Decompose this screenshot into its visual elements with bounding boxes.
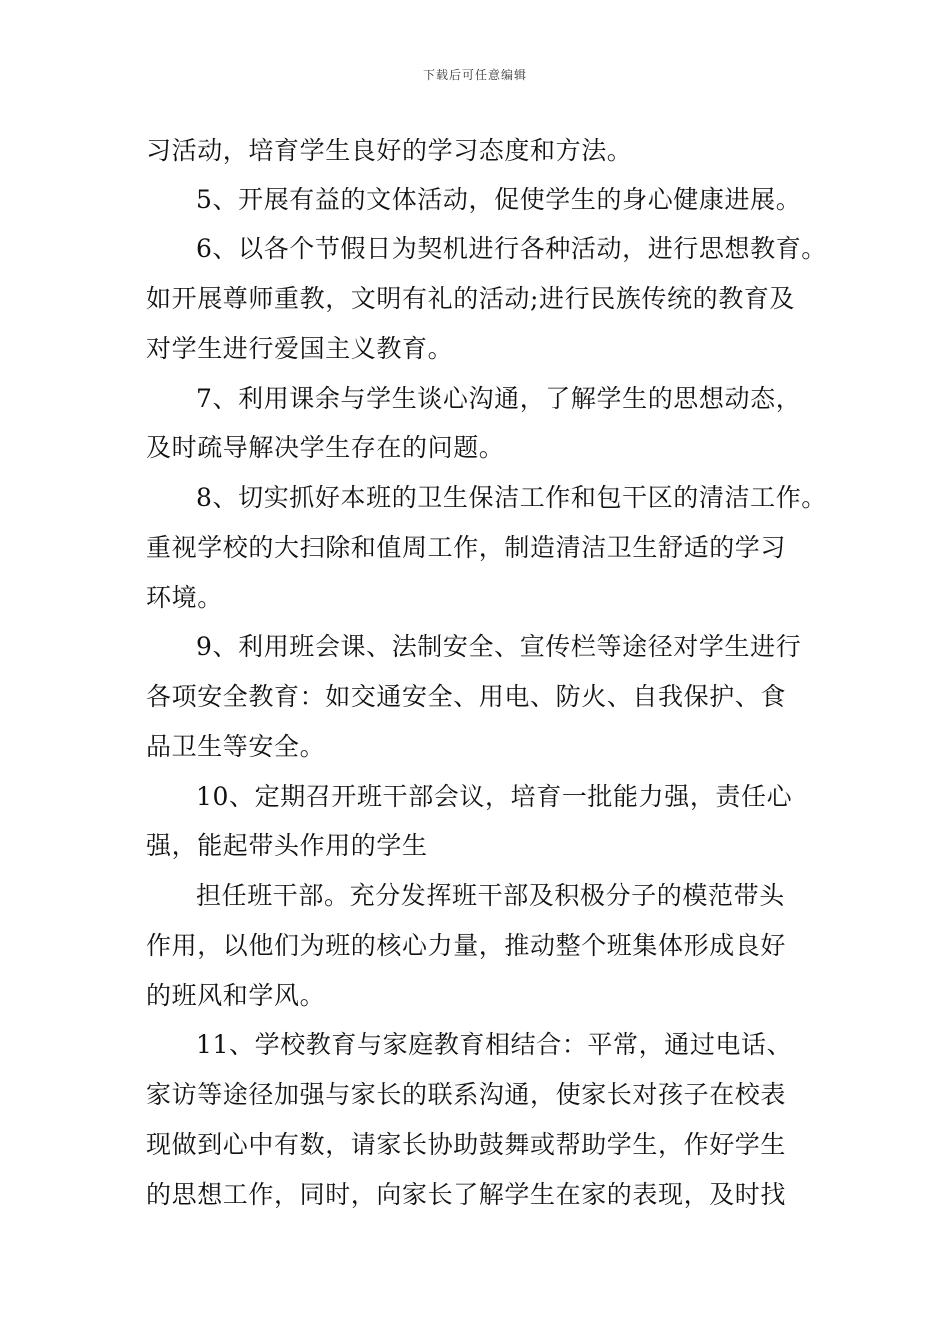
body-line: 的思想工作，同时，向家长了解学生在家的表现，及时找 — [146, 1180, 787, 1209]
body-line: 家访等途径加强与家长的联系沟通，使家长对孩子在校表 — [146, 1080, 787, 1109]
body-line: 品卫生等安全。 — [146, 732, 326, 761]
body-line: 强，能起带头作用的学生 — [146, 831, 428, 860]
body-line: 10、定期召开班干部会议，培育一批能力强，责任心 — [196, 782, 793, 811]
body-line: 的班风和学风。 — [146, 981, 326, 1010]
body-line: 作用，以他们为班的核心力量，推动整个班集体形成良好 — [146, 931, 787, 960]
body-line: 习活动，培育学生良好的学习态度和方法。 — [146, 136, 633, 165]
page-header: 下载后可任意编辑 — [422, 68, 527, 82]
body-line: 6、以各个节假日为契机进行各种活动，进行思想教育。 — [196, 234, 827, 263]
body-line: 11、学校教育与家庭教育相结合：平常，通过电话、 — [196, 1030, 793, 1059]
body-line: 对学生进行爱国主义教育。 — [146, 334, 454, 363]
body-line: 环境。 — [146, 583, 223, 612]
body-line: 9、利用班会课、法制安全、宣传栏等途径对学生进行 — [196, 632, 802, 661]
body-line: 5、开展有益的文体活动，促使学生的身心健康进展。 — [196, 185, 802, 214]
body-line: 8、切实抓好本班的卫生保洁工作和包干区的清洁工作。 — [196, 483, 827, 512]
body-line: 及时疏导解决学生存在的问题。 — [146, 433, 505, 462]
body-line: 各项安全教育：如交通安全、用电、防火、自我保护、食 — [146, 682, 787, 711]
body-line: 如开展尊师重教，文明有礼的活动;进行民族传统的教育及 — [146, 284, 796, 313]
body-line: 现做到心中有数，请家长协助鼓舞或帮助学生，作好学生 — [146, 1130, 787, 1159]
body-line: 担任班干部。充分发挥班干部及积极分子的模范带头 — [196, 881, 785, 910]
body-line: 7、利用课余与学生谈心沟通，了解学生的思想动态， — [196, 384, 802, 413]
body-line: 重视学校的大扫除和值周工作，制造清洁卫生舒适的学习 — [146, 533, 787, 562]
